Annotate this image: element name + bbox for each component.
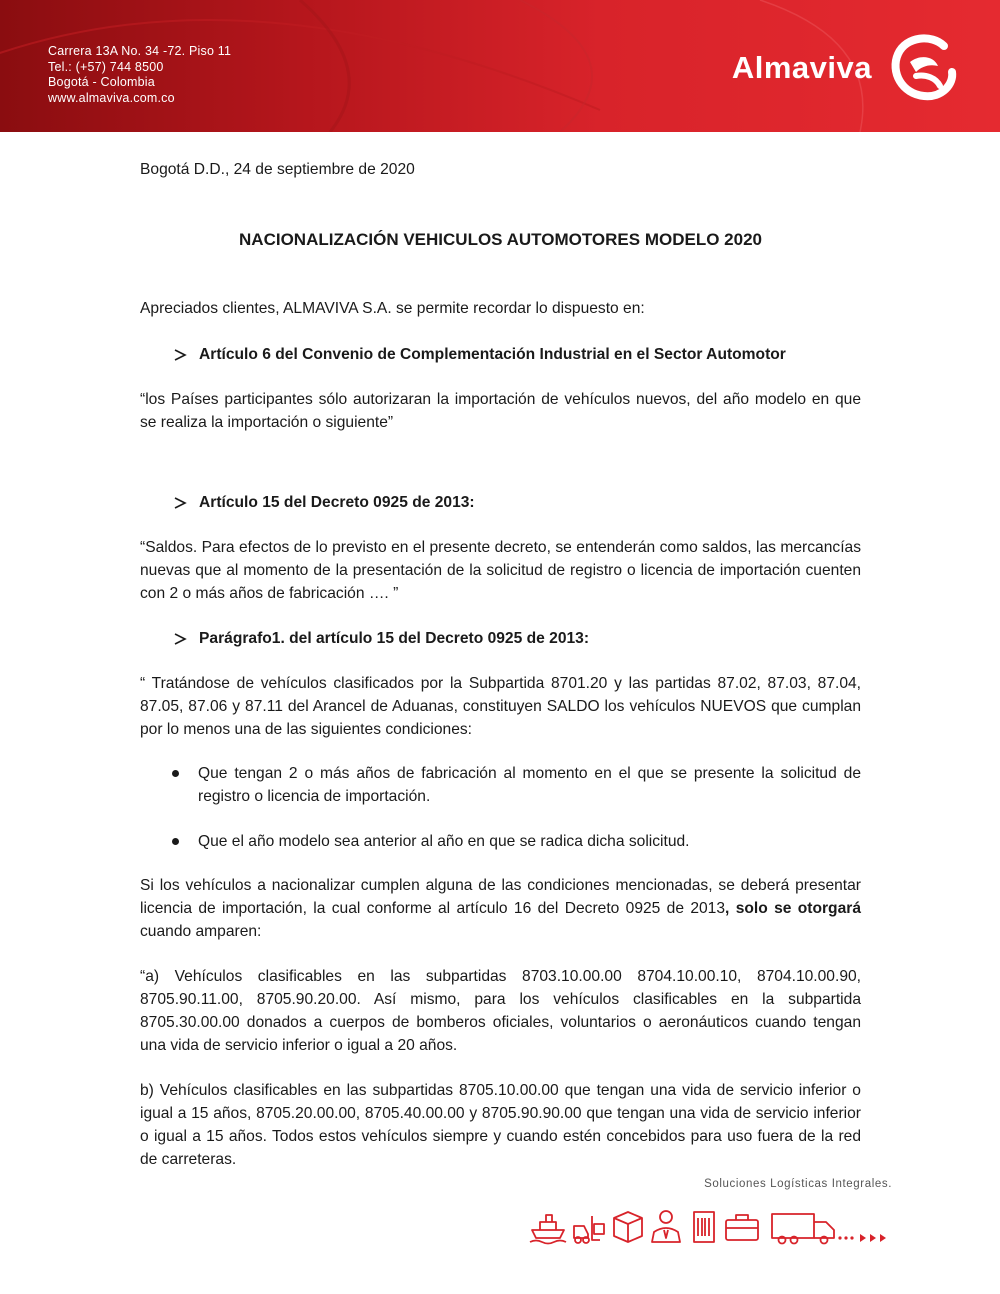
section-heading-articulo-15 xyxy=(140,491,861,514)
list-item-text: Que el año modelo sea anterior al año en que se radica dicha solicitud. xyxy=(198,833,690,850)
letterhead-address xyxy=(48,44,231,106)
item-b-paragraph: b) Vehículos clasificables en las subpartidas 8705.10.00.00 que tengan una vida de servicio inferior o igual a 15 años, 8705.20.00.00, 8705.40.00.00 y 8705.90.90.00 que tengan una vida de servicio inferior o igual a 15 años. Todos estos vehículos siempre y cuando estén concebidos para uso fuera de la red de carreteras. xyxy=(140,1082,861,1168)
bullet-dot-icon xyxy=(172,770,179,777)
person-icon xyxy=(652,1211,680,1242)
section-heading-paragrafo-1 xyxy=(140,627,861,650)
forklift-icon xyxy=(574,1216,604,1243)
conditions-paragraph xyxy=(140,874,861,943)
section-heading-text: Artículo 6 del Convenio de Complementación Industrial en el Sector Automotor xyxy=(199,346,786,363)
letter-date: Bogotá D.D., 24 de septiembre de 2020 xyxy=(140,161,415,178)
conditions-bold: , solo se otorgará xyxy=(725,900,861,917)
footer-service-icons xyxy=(528,1206,898,1246)
arrow-dots-icon xyxy=(838,1234,886,1242)
footer-tagline: Soluciones Logísticas Integrales. xyxy=(704,1178,892,1190)
arrow-bullet-icon xyxy=(173,348,187,362)
section-body-articulo-6: “los Países participantes sólo autorizaran la importación de vehículos nuevos, del año modelo en que se realiza la importación o siguiente” xyxy=(140,391,861,431)
phone-line: Tel.: (+57) 744 8500 xyxy=(48,59,164,74)
letter-intro: Apreciados clientes, ALMAVIVA S.A. se permite recordar lo dispuesto en: xyxy=(140,300,645,317)
address-line: Carrera 13A No. 34 -72. Piso 11 xyxy=(48,44,232,58)
box-icon xyxy=(614,1212,642,1242)
almaviva-logo-icon xyxy=(886,32,960,102)
section-body-paragrafo-1: “ Tratándose de vehículos clasificados por la Subpartida 8701.20 y las partidas 87.02, 87.03, 87.04, 87.05, 87.06 y 87.11 del Arancel de Aduanas, constituyen SALDO los vehículos NUEVOS que cumplan por lo menos una de las siguientes condiciones: xyxy=(140,675,861,738)
letter-body xyxy=(140,158,861,1171)
conditions-end: cuando amparen: xyxy=(140,923,262,940)
briefcase-icon xyxy=(726,1215,758,1240)
city-line: Bogotá - Colombia xyxy=(48,75,155,89)
conditions-text: Si los vehículos a nacionalizar cumplen alguna de las condiciones mencionadas, se deberá presentar licencia de importación, la cual conforme al artículo 16 del Decreto 0925 de 2013 xyxy=(140,877,861,917)
conditions-list xyxy=(140,762,861,853)
section-heading-text: Parágrafo1. del artículo 15 del Decreto 0925 de 2013: xyxy=(199,630,590,647)
arrow-bullet-icon xyxy=(173,496,187,510)
arrow-bullet-icon xyxy=(173,632,187,646)
bullet-dot-icon xyxy=(172,838,179,845)
section-heading-articulo-6 xyxy=(140,343,861,366)
list-item-text: Que tengan 2 o más años de fabricación al momento en el que se presente la solicitud de registro o licencia de importación. xyxy=(198,765,861,805)
letter-title: NACIONALIZACIÓN VEHICULOS AUTOMOTORES MODELO 2020 xyxy=(239,230,762,249)
barcode-icon xyxy=(694,1212,714,1242)
section-heading-text: Artículo 15 del Decreto 0925 de 2013: xyxy=(199,494,475,511)
item-a-paragraph: “a) Vehículos clasificables en las subpartidas 8703.10.00.00 8704.10.00.10, 8704.10.00.90, 8705.90.11.00, 8705.90.20.00. Así mismo, para los vehículos clasificables en la subpartida 8705.30.00.00 donados a cuerpos de bomberos oficiales, voluntarios o aeronáuticos cuando tengan una vida de servicio inferior o igual a 20 años. xyxy=(140,968,861,1054)
section-body-articulo-15: “Saldos. Para efectos de lo previsto en el presente decreto, se entenderán como saldos, las mercancías nuevas que al momento de la presentación de la solicitud de registro o licencia de importación cuenten con 2 o más años de fabricación …. ” xyxy=(140,539,861,602)
letterhead xyxy=(0,0,1000,132)
website-link[interactable]: www.almaviva.com.co xyxy=(48,90,175,105)
ship-icon xyxy=(530,1215,566,1244)
list-item xyxy=(140,830,861,853)
list-item xyxy=(140,762,861,808)
brand-name: Almaviva xyxy=(731,50,872,85)
truck-icon xyxy=(772,1214,834,1244)
